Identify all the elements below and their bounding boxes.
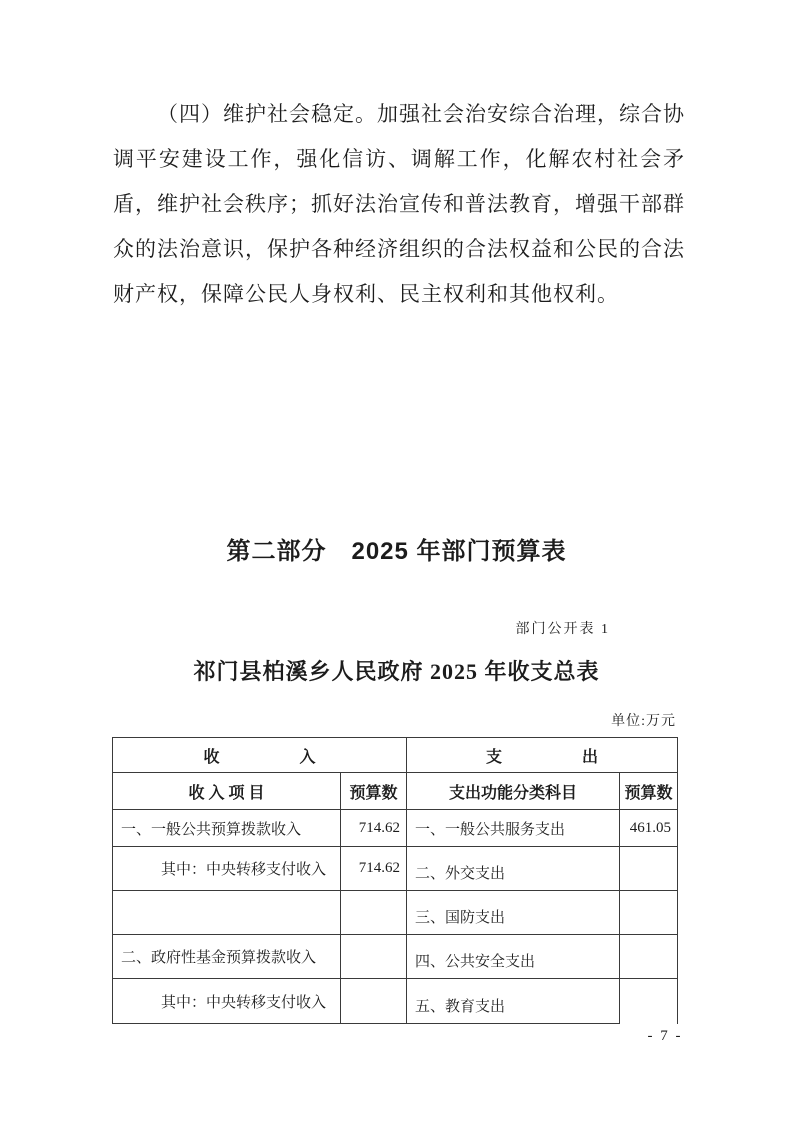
- expenditure-item-cell: 五、教育支出: [407, 979, 620, 1024]
- table-row: [113, 979, 678, 1024]
- income-item-cell: 其中：中央转移支付收入: [113, 847, 341, 891]
- expenditure-budget-cell: [620, 847, 678, 891]
- expenditure-item-cell: 二、外交支出: [407, 847, 620, 891]
- income-group-header: 收 入: [113, 738, 407, 773]
- expenditure-item-cell: 四、公共安全支出: [407, 935, 620, 979]
- expenditure-budget-header: 预算数: [620, 773, 678, 810]
- expenditure-budget-cell: [620, 891, 678, 935]
- income-budget-cell: [341, 979, 407, 1024]
- income-item-header: 收 入 项 目: [113, 773, 341, 810]
- table-row: [113, 847, 678, 891]
- income-item-cell: 一、一般公共预算拨款收入: [113, 810, 341, 847]
- expenditure-group-header: 支 出: [407, 738, 678, 773]
- table-title: 祁门县柏溪乡人民政府 2025 年收支总表: [193, 659, 600, 684]
- expenditure-category-header: 支出功能分类科目: [407, 773, 620, 810]
- income-budget-cell: 714.62: [341, 810, 407, 847]
- income-item-cell: 二、政府性基金预算拨款收入: [113, 935, 341, 979]
- expenditure-budget-cell: 461.05: [620, 810, 678, 847]
- income-budget-cell: [341, 891, 407, 935]
- section-heading: 第二部分 2025 年部门预算表: [226, 538, 567, 565]
- table-label: 部门公开表 1: [515, 622, 610, 637]
- expenditure-item-cell: 三、国防支出: [407, 891, 620, 935]
- body-paragraph: （四）维护社会稳定。加强社会治安综合治理，综合协调平安建设工作，强化信访、调解工作，化解农村社会矛盾，维护社会秩序；抓好法治宣传和普法教育，增强干部群众的法治意识，保护各种经济组织的合法权益和公民的合法财产权，保障公民人身权利、民主权利和其他权利。: [113, 102, 685, 306]
- page-number: - 7 -: [647, 1028, 683, 1044]
- unit-note: 单位:万元: [611, 714, 676, 729]
- income-budget-header: 预算数: [341, 773, 407, 810]
- income-budget-cell: 714.62: [341, 847, 407, 891]
- expenditure-budget-cell: [620, 935, 678, 979]
- group-header-row: [113, 738, 678, 773]
- income-item-cell: 其中：中央转移支付收入: [113, 979, 341, 1024]
- income-budget-cell: [341, 935, 407, 979]
- expenditure-budget-cell: [620, 979, 678, 1024]
- table-row: [113, 810, 678, 847]
- expenditure-item-cell: 一、一般公共服务支出: [407, 810, 620, 847]
- table-row: [113, 891, 678, 935]
- income-item-cell: [113, 891, 341, 935]
- budget-summary-table: [112, 737, 678, 1024]
- column-header-row: [113, 773, 678, 810]
- table-row: [113, 935, 678, 979]
